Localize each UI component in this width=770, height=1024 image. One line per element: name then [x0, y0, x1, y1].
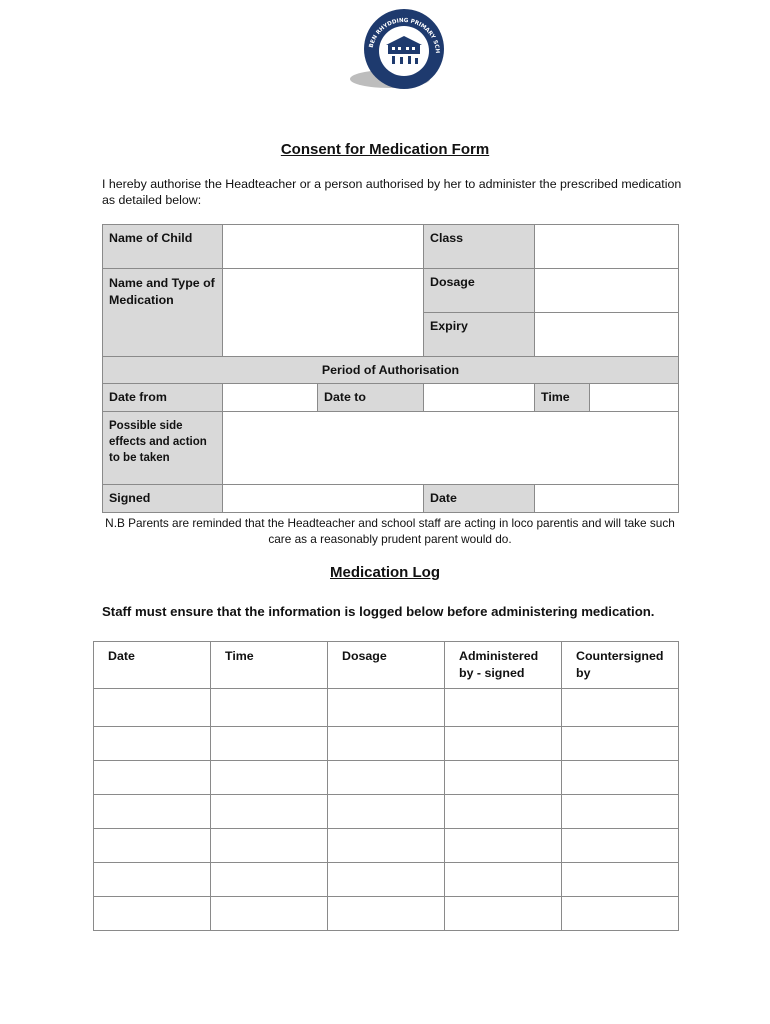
label-dosage: Dosage	[424, 269, 535, 313]
log-cell[interactable]	[211, 727, 328, 761]
log-header-dosage: Dosage	[328, 642, 445, 689]
log-cell[interactable]	[562, 761, 679, 795]
label-time: Time	[535, 384, 590, 412]
label-date: Date	[424, 485, 535, 513]
log-cell[interactable]	[328, 727, 445, 761]
label-side-effects: Possible side effects and action to be taken	[103, 412, 223, 485]
log-cell[interactable]	[211, 829, 328, 863]
log-cell[interactable]	[445, 761, 562, 795]
signed-field[interactable]	[223, 485, 424, 513]
log-title: Medication Log	[330, 564, 440, 581]
log-cell[interactable]	[328, 897, 445, 931]
school-logo	[348, 8, 448, 92]
consent-table	[102, 224, 679, 513]
log-cell[interactable]	[94, 897, 211, 931]
log-cell[interactable]	[211, 897, 328, 931]
log-row	[94, 727, 679, 761]
log-cell[interactable]	[94, 795, 211, 829]
log-cell[interactable]	[94, 863, 211, 897]
log-instruction: Staff must ensure that the information is logged below before administering medication.	[102, 604, 655, 619]
form-intro: I hereby authorise the Headteacher or a person authorised by her to administer the prescribed medication as detailed below:	[102, 177, 682, 207]
period-of-authorisation-header: Period of Authorisation	[103, 357, 679, 384]
label-expiry: Expiry	[424, 313, 535, 357]
log-header-administered-by: Administered by - signed	[445, 642, 562, 689]
class-field[interactable]	[535, 225, 679, 269]
logo-arc-text: BEN RHYDDING PRIMARY SCH	[368, 17, 441, 54]
log-row	[94, 829, 679, 863]
log-cell[interactable]	[445, 795, 562, 829]
label-date-to: Date to	[318, 384, 424, 412]
log-cell[interactable]	[211, 863, 328, 897]
log-cell[interactable]	[328, 829, 445, 863]
log-header-countersigned-by: Countersigned by	[562, 642, 679, 689]
log-cell[interactable]	[328, 689, 445, 727]
date-from-field[interactable]	[223, 384, 318, 412]
log-row	[94, 761, 679, 795]
log-cell[interactable]	[94, 727, 211, 761]
log-cell[interactable]	[445, 863, 562, 897]
expiry-field[interactable]	[535, 313, 679, 357]
log-cell[interactable]	[562, 689, 679, 727]
label-date-from: Date from	[103, 384, 223, 412]
log-cell[interactable]	[328, 795, 445, 829]
label-name-type-medication: Name and Type of Medication	[103, 269, 223, 357]
log-cell[interactable]	[328, 863, 445, 897]
time-field[interactable]	[590, 384, 679, 412]
log-cell[interactable]	[562, 795, 679, 829]
side-effects-field[interactable]	[223, 412, 679, 485]
log-cell[interactable]	[445, 689, 562, 727]
form-title: Consent for Medication Form	[280, 141, 490, 158]
log-header-time: Time	[211, 642, 328, 689]
log-cell[interactable]	[211, 689, 328, 727]
log-cell[interactable]	[94, 829, 211, 863]
log-header-date: Date	[94, 642, 211, 689]
log-cell[interactable]	[562, 863, 679, 897]
medication-log-table	[93, 641, 679, 931]
log-row	[94, 689, 679, 727]
log-cell[interactable]	[328, 761, 445, 795]
log-row	[94, 897, 679, 931]
log-cell[interactable]	[94, 689, 211, 727]
log-cell[interactable]	[562, 829, 679, 863]
log-row	[94, 863, 679, 897]
name-of-child-field[interactable]	[223, 225, 424, 269]
log-cell[interactable]	[445, 727, 562, 761]
log-cell[interactable]	[562, 727, 679, 761]
dosage-field[interactable]	[535, 269, 679, 313]
log-cell[interactable]	[211, 761, 328, 795]
log-header-row	[94, 642, 679, 689]
date-field[interactable]	[535, 485, 679, 513]
log-row	[94, 795, 679, 829]
label-signed: Signed	[103, 485, 223, 513]
label-name-of-child: Name of Child	[103, 225, 223, 269]
nb-note: N.B Parents are reminded that the Headteacher and school staff are acting in loco parentis and will take such care as a reasonably prudent parent would do.	[105, 516, 675, 546]
log-cell[interactable]	[445, 829, 562, 863]
date-to-field[interactable]	[424, 384, 535, 412]
log-cell[interactable]	[94, 761, 211, 795]
log-cell[interactable]	[562, 897, 679, 931]
medication-field[interactable]	[223, 269, 424, 357]
log-cell[interactable]	[211, 795, 328, 829]
log-cell[interactable]	[445, 897, 562, 931]
label-class: Class	[424, 225, 535, 269]
